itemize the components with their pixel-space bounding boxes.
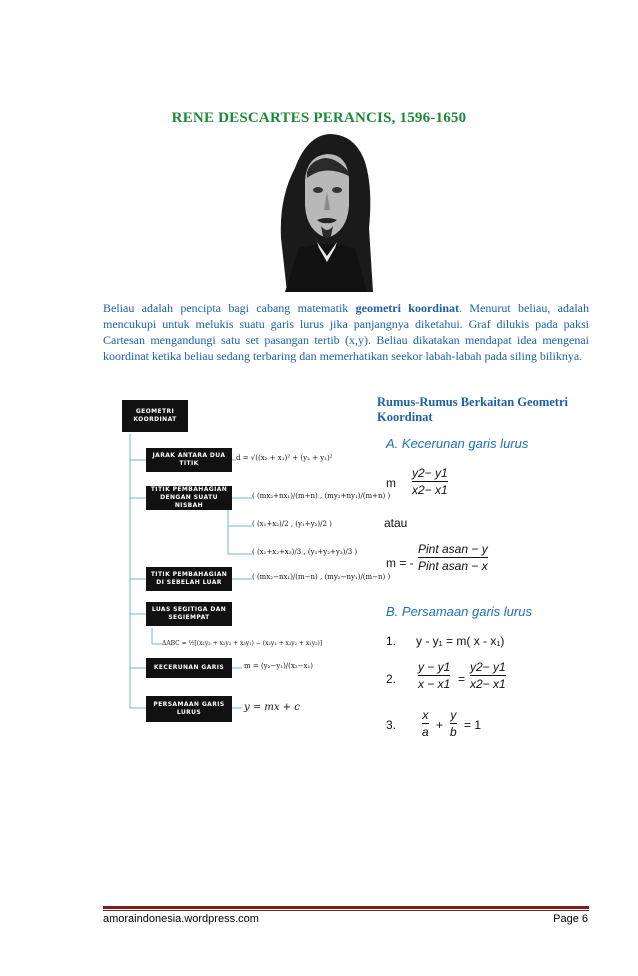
heading-kecerunan: A. Kecerunan garis lurus bbox=[386, 436, 529, 451]
item-2-number: 2. bbox=[386, 672, 397, 686]
fraction-bar bbox=[450, 723, 457, 724]
item-1-formula: y - y₁ = m( x - x₁) bbox=[416, 634, 505, 648]
a1-denominator: x2− x1 bbox=[412, 483, 448, 497]
persamaan-box: PERSAMAAN GARIS LURUS bbox=[146, 696, 232, 722]
fraction-bar bbox=[422, 723, 429, 724]
footer-rule-thick bbox=[103, 906, 589, 909]
biography-paragraph bbox=[103, 300, 589, 364]
a1-numerator: y2− y1 bbox=[412, 466, 448, 480]
fraction-bar bbox=[418, 557, 488, 558]
a2-numerator: Pint asan − y bbox=[418, 542, 488, 556]
luas-formula: ΔABC = ½[(x₁y₂ + x₂y₃ + x₃y₁) − (x₂y₁ + x₃y₂ + x₁y₃)] bbox=[162, 640, 323, 647]
m2-label: m = - bbox=[386, 556, 414, 570]
titik-luar-box: TITIK PEMBAHAGIAN DI SEBELAH LUAR bbox=[146, 567, 232, 591]
kecerunan-fraction-2 bbox=[418, 542, 488, 573]
formulas-heading: Rumus-Rumus Berkaitan Geometri Koordinat bbox=[377, 395, 568, 424]
persamaan-formula: y = mx + c bbox=[244, 702, 300, 713]
footer-site-link[interactable]: amoraindonesia.wordpress.com bbox=[103, 913, 259, 925]
item-3-number: 3. bbox=[386, 718, 397, 732]
a2-denominator: Pint asan − x bbox=[418, 559, 488, 573]
item-2-fraction-left bbox=[418, 660, 450, 691]
item-3-equals-one: = 1 bbox=[464, 718, 482, 732]
b2-denominator-2: x2− x1 bbox=[470, 677, 506, 691]
heading-persamaan: B. Persamaan garis lurus bbox=[386, 604, 532, 619]
b3-denominator-2: b bbox=[450, 725, 457, 739]
b3-denominator-1: a bbox=[422, 725, 429, 739]
footer-page-number: Page 6 bbox=[553, 913, 588, 925]
titik-pembahagian-box: TITIK PEMBAHAGIAN DENGAN SUATU NISBAH bbox=[146, 486, 232, 510]
b3-numerator-1: x bbox=[422, 708, 429, 722]
tp-formula-2: ( (x₁+x₂)/2 , (y₁+y₂)/2 ) bbox=[252, 520, 332, 528]
jarak-box: JARAK ANTARA DUA TITIK bbox=[146, 448, 232, 472]
page-title: RENE DESCARTES PERANCIS, 1596-1650 bbox=[171, 110, 467, 126]
titik-luar-formula: ( (mx₂−nx₁)/(m−n) , (my₂−ny₁)/(m−n) ) bbox=[252, 573, 391, 581]
diagram-connectors bbox=[112, 396, 362, 728]
b3-numerator-2: y bbox=[450, 708, 457, 722]
paragraph-bold-term: geometri koordinat bbox=[355, 301, 459, 315]
kecerunan-box: KECERUNAN GARIS bbox=[146, 658, 232, 678]
item-3-plus: + bbox=[436, 718, 444, 732]
jarak-formula: d = √((x₂ + x₁)² + (y₂ + y₁)² bbox=[236, 454, 333, 462]
item-2-equals: = bbox=[458, 672, 466, 686]
kecerunan-fraction-1 bbox=[412, 466, 448, 497]
tp-formula-1: ( (mx₂+nx₁)/(m+n) , (my₂+ny₁)/(m+n) ) bbox=[252, 492, 391, 500]
fraction-bar bbox=[470, 675, 506, 676]
b2-numerator-1: y − y1 bbox=[418, 660, 451, 674]
item-1-number: 1. bbox=[386, 634, 397, 648]
fraction-bar bbox=[418, 675, 450, 676]
m-label: m bbox=[386, 476, 396, 490]
item-2-fraction-right bbox=[470, 660, 506, 691]
paragraph-text-2: . Menurut beliau, adalah mencukupi untuk melukis suatu garis lurus jika panjangnya diketahui. Graf dilukis pada paksi Cartesan mengandungi satu set pasangan tertib (x,y). Beliau dikatakan mendapat idea mengenai koordinat ketika beliau sedang terbaring dan memerhatikan seekor labah-labah pada siling biliknya. bbox=[103, 301, 589, 363]
item-3-fraction-x bbox=[422, 708, 429, 739]
atau-text: atau bbox=[384, 516, 408, 530]
b2-denominator-1: x − x1 bbox=[418, 677, 451, 691]
luas-box: LUAS SEGITIGA DAN SEGIEMPAT bbox=[146, 602, 232, 626]
footer-rule-thin bbox=[103, 910, 589, 911]
descartes-portrait bbox=[277, 128, 375, 292]
b2-numerator-2: y2− y1 bbox=[470, 660, 506, 674]
tp-formula-3: ( (x₁+x₂+x₃)/3 , (y₁+y₂+y₃)/3 ) bbox=[252, 548, 358, 556]
fraction-bar bbox=[412, 481, 448, 482]
item-3-fraction-y bbox=[450, 708, 457, 739]
coordinate-geometry-diagram bbox=[112, 396, 391, 728]
paragraph-text-1: Beliau adalah pencipta bagi cabang matematik bbox=[103, 301, 356, 315]
kecerunan-formula: m = (y₂−y₁)/(x₂−x₁) bbox=[244, 662, 313, 670]
diagram-root-box: GEOMETRI KOORDINAT bbox=[122, 400, 188, 432]
